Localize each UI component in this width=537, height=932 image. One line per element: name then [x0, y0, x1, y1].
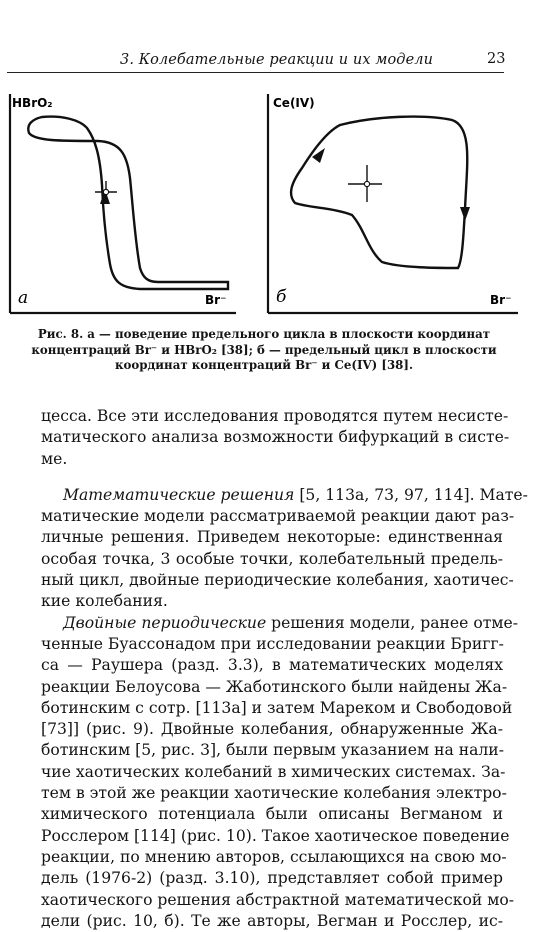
section-run-in-heading: Математические решения [63, 485, 295, 504]
text-line: чие хаотических колебаний в химических системах. За- [41, 762, 506, 781]
text-line: хаотического решения абстрактной математической мо- [41, 890, 515, 909]
figure-caption [22, 327, 506, 374]
text-line: дель (1976-2) (разд. 3.10), представляет собой пример [41, 869, 503, 888]
text-line: тем в этой же реакции хаотические колебания электро- [41, 784, 507, 803]
text-line: личные решения. Приведем некоторые: единственная [41, 528, 503, 547]
figure-8 [0, 90, 537, 320]
panel-b [268, 94, 518, 313]
page-number: 23 [487, 51, 506, 67]
panel-b-limit-cycle [291, 117, 467, 268]
text-line: реакции, по мнению авторов, ссылающихся на свою мо- [41, 847, 507, 866]
text-line: цесса. Все эти исследования проводятся путем несисте- [41, 407, 509, 425]
text-line: Математические решения [5, 113а, 73, 97, 114]. Мате- [63, 485, 528, 504]
text-line: са — Раушера (разд. 3.3), в математических моделях [41, 656, 503, 675]
panel-b-x-label: Br⁻ [490, 293, 512, 307]
text-line: [73]] (рис. 9). Двойные колебания, обнаруженные Жа- [41, 720, 503, 739]
text-line: особая точка, 3 особые точки, колебательный предель- [41, 549, 503, 568]
panel-b-arrow-right [460, 207, 470, 221]
text-line: матические модели рассматриваемой реакции дают раз- [41, 507, 515, 526]
panel-a-y-label: HBrO₂ [12, 96, 53, 110]
text-line: дели (рис. 10, б). Те же авторы, Вегман и Росслер, ис- [41, 911, 503, 930]
panel-a-x-label: Br⁻ [205, 293, 227, 307]
text-line: ботинским с сотр. [113а] и затем Мареком и Свободовой [41, 698, 513, 717]
panel-b-y-label: Ce(IV) [273, 96, 315, 110]
text-line: кие колебания. [41, 592, 168, 611]
text-line: реакции Белоусова — Жаботинского были найдены Жа- [41, 677, 508, 696]
text-line: Росслером [114] (рис. 10). Такое хаотическое поведение [41, 826, 510, 845]
panel-a-steady-state-marker [95, 181, 117, 203]
paragraph-3 [41, 613, 518, 932]
figure-8-diagram [0, 90, 537, 320]
text-line: химического потенциала были описаны Вегманом и [41, 805, 503, 824]
panel-a-letter: а [18, 288, 29, 308]
text-line: ботинским [5, рис. 3], были первым указанием на нали- [41, 741, 504, 760]
body-text [41, 406, 528, 932]
text-line: матического анализа возможности бифуркаций в систе- [41, 428, 510, 447]
text-line: ченные Буассонадом при исследовании реакции Бригг- [41, 634, 504, 653]
caption-line: координат концентраций Br⁻ и Ce(IV) [38]. [114, 358, 414, 372]
page-header [0, 0, 537, 80]
running-head: 3. Колебательные реакции и их модели [120, 52, 434, 68]
panel-b-letter: б [276, 287, 287, 307]
caption-line: концентраций Br⁻ и HBrO₂ [38]; б — предельный цикл в плоскости [31, 342, 497, 357]
text-line: ме. [41, 449, 68, 468]
paragraph-2 [41, 485, 528, 613]
header-rule [7, 72, 504, 73]
panel-a-limit-cycle [28, 117, 228, 289]
section-run-in-heading: Двойные периодические [63, 613, 267, 632]
paragraph-1 [41, 406, 510, 470]
panel-b-steady-state-marker [348, 165, 382, 202]
caption-line: Рис. 8. а — поведение предельного цикла в плоскости координат [37, 327, 491, 341]
text-line: Двойные периодические решения модели, ранее отме- [63, 613, 518, 632]
text-line: ный цикл, двойные периодические колебания, хаотичес- [41, 571, 514, 590]
panel-a [10, 94, 236, 313]
